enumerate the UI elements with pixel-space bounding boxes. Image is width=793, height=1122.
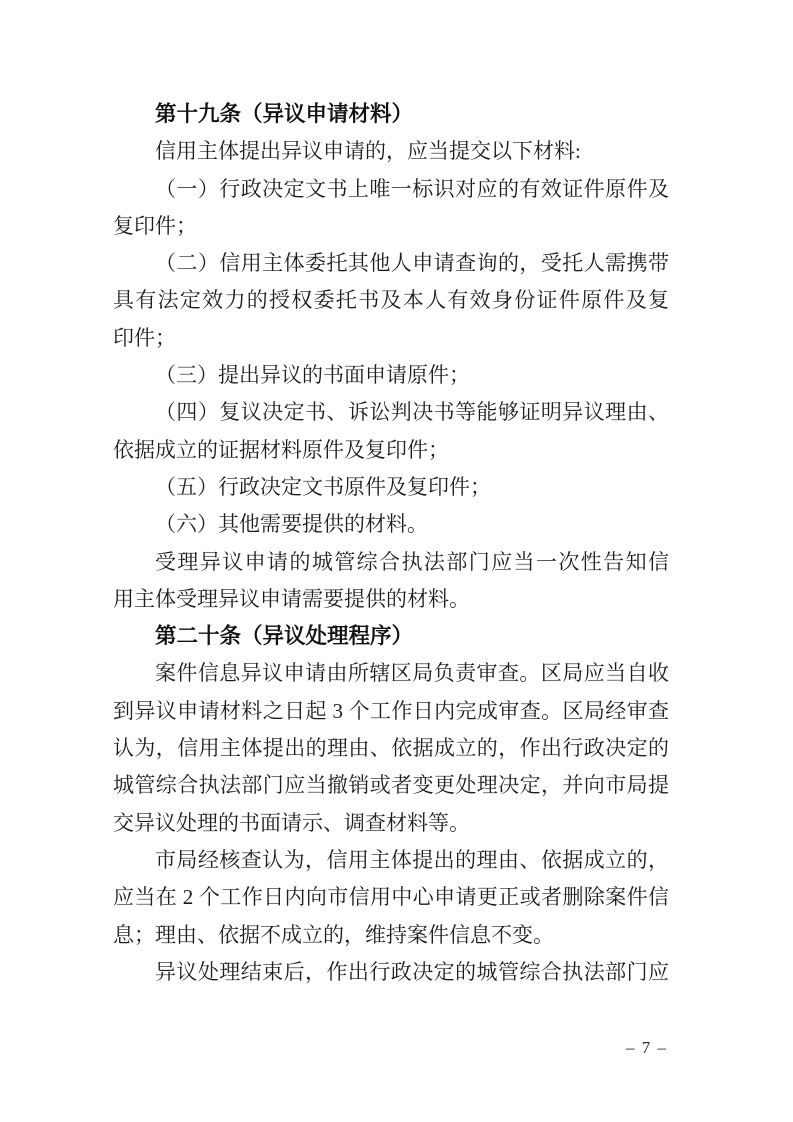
document-body: [113, 96, 669, 991]
text-line: 息；理由、依据不成立的，维持案件信息不变。: [113, 922, 554, 947]
text-line: 印件；: [113, 325, 176, 350]
text-line: （六）其他需要提供的材料。: [155, 512, 428, 537]
text-line: 城管综合执法部门应当撤销或者变更处理决定，并向市局提: [113, 773, 669, 798]
text-line: 认为，信用主体提出的理由、依据成立的，作出行政决定的: [113, 736, 669, 761]
article-heading: 第二十条（异议处理程序）: [155, 624, 414, 649]
text-line: 案件信息异议申请由所辖区局负责审查。区局应当自收: [155, 661, 669, 686]
text-line: （一）行政决定文书上唯一标识对应的有效证件原件及: [155, 176, 669, 201]
text-line: （二）信用主体委托其他人申请查询的，受托人需携带: [155, 251, 669, 276]
text-line: 信用主体提出异议申请的，应当提交以下材料:: [155, 139, 581, 164]
text-line: （三）提出异议的书面申请原件；: [155, 363, 470, 388]
text-line: （五）行政决定文书原件及复印件；: [155, 474, 491, 499]
text-line: 依据成立的证据材料原件及复印件；: [113, 437, 449, 462]
text-line: 交异议处理的书面请示、调查材料等。: [113, 810, 470, 835]
text-line: 用主体受理异议申请需要提供的材料。: [113, 586, 470, 611]
text-line: （四）复议决定书、诉讼判决书等能够证明异议理由、: [155, 400, 669, 425]
text-line: 应当在 2 个工作日内向市信用中心申请更正或者删除案件信: [113, 885, 669, 910]
text-line: 具有法定效力的授权委托书及本人有效身份证件原件及复: [113, 288, 669, 313]
article-heading: 第十九条（异议申请材料）: [155, 102, 414, 126]
text-line: 异议处理结束后，作出行政决定的城管综合执法部门应: [155, 959, 669, 984]
text-line: 到异议申请材料之日起 3 个工作日内完成审查。区局经审查: [113, 698, 669, 723]
page-number: – 7 –: [626, 1038, 668, 1057]
text-line: 市局经核查认为，信用主体提出的理由、依据成立的，: [155, 847, 669, 872]
text-line: 复印件；: [113, 213, 197, 238]
text-line: 受理异议申请的城管综合执法部门应当一次性告知信: [155, 549, 669, 574]
